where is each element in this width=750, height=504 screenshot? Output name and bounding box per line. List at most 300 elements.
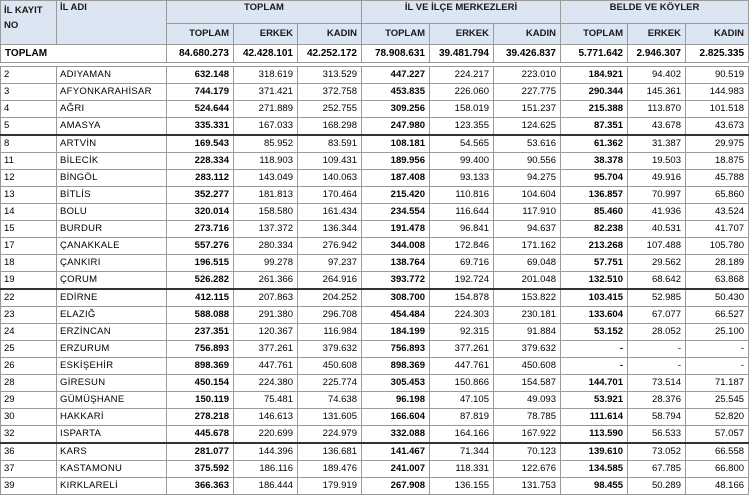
value-cell: - (686, 341, 749, 358)
value-cell: 136.857 (561, 187, 628, 204)
value-cell: 273.716 (167, 221, 234, 238)
value-cell: 557.276 (167, 238, 234, 255)
sub-header: ERKEK (628, 24, 686, 45)
il-adi: ADIYAMAN (57, 67, 167, 84)
il-adi: KASTAMONU (57, 461, 167, 478)
table-row (1, 392, 749, 409)
value-cell: 215.420 (362, 187, 430, 204)
value-cell: 164.166 (430, 426, 494, 444)
il-adi: ERZİNCAN (57, 324, 167, 341)
value-cell: 144.983 (686, 84, 749, 101)
value-cell: 139.610 (561, 443, 628, 461)
value-cell: 103.415 (561, 289, 628, 307)
total-cell: 78.908.631 (362, 45, 430, 63)
value-cell: 371.421 (234, 84, 298, 101)
total-cell: 5.771.642 (561, 45, 628, 63)
value-cell: 234.554 (362, 204, 430, 221)
value-cell: 73.514 (628, 375, 686, 392)
value-cell: 352.277 (167, 187, 234, 204)
il-kayit-no: 8 (1, 135, 57, 153)
value-cell: 117.910 (494, 204, 561, 221)
value-cell: 124.625 (494, 118, 561, 136)
value-cell: 82.238 (561, 221, 628, 238)
value-cell: 85.460 (561, 204, 628, 221)
il-kayit-no: 36 (1, 443, 57, 461)
table-row (1, 101, 749, 118)
table-row (1, 461, 749, 478)
total-cell: 42.428.101 (234, 45, 298, 63)
value-cell: 291.380 (234, 307, 298, 324)
group-header-toplam: TOPLAM (167, 1, 362, 24)
value-cell: 227.775 (494, 84, 561, 101)
table-row (1, 341, 749, 358)
value-cell: 144.396 (234, 443, 298, 461)
value-cell: 207.863 (234, 289, 298, 307)
value-cell: 43.524 (686, 204, 749, 221)
value-cell: 28.376 (628, 392, 686, 409)
table-row (1, 204, 749, 221)
value-cell: 99.278 (234, 255, 298, 272)
table-row (1, 324, 749, 341)
table-row (1, 375, 749, 392)
value-cell: 335.331 (167, 118, 234, 136)
il-kayit-no: 24 (1, 324, 57, 341)
il-adi: ESKİŞEHİR (57, 358, 167, 375)
value-cell: 28.052 (628, 324, 686, 341)
value-cell: 167.922 (494, 426, 561, 444)
value-cell: 224.979 (298, 426, 362, 444)
value-cell: 122.676 (494, 461, 561, 478)
total-cell: 39.426.837 (494, 45, 561, 63)
sub-header: KADIN (298, 24, 362, 45)
value-cell: 96.841 (430, 221, 494, 238)
table-row (1, 118, 749, 136)
value-cell: 43.678 (628, 118, 686, 136)
table-row (1, 289, 749, 307)
value-cell: 65.860 (686, 187, 749, 204)
il-adi: ÇANAKKALE (57, 238, 167, 255)
value-cell: 172.846 (430, 238, 494, 255)
il-kayit-no: 28 (1, 375, 57, 392)
value-cell: 143.049 (234, 170, 298, 187)
value-cell: 63.868 (686, 272, 749, 290)
value-cell: 52.985 (628, 289, 686, 307)
table-row (1, 187, 749, 204)
value-cell: 140.063 (298, 170, 362, 187)
value-cell: 184.921 (561, 67, 628, 84)
il-kayit-no: 18 (1, 255, 57, 272)
il-adi: BİNGÖL (57, 170, 167, 187)
value-cell: 756.893 (362, 341, 430, 358)
table-row (1, 238, 749, 255)
value-cell: 111.614 (561, 409, 628, 426)
value-cell: 184.199 (362, 324, 430, 341)
value-cell: 379.632 (298, 341, 362, 358)
value-cell: - (628, 358, 686, 375)
table-row (1, 443, 749, 461)
table-row (1, 426, 749, 444)
value-cell: 158.019 (430, 101, 494, 118)
value-cell: 134.585 (561, 461, 628, 478)
il-kayit-no: 3 (1, 84, 57, 101)
sub-header: ERKEK (234, 24, 298, 45)
value-cell: 290.344 (561, 84, 628, 101)
value-cell: 90.519 (686, 67, 749, 84)
value-cell: 632.148 (167, 67, 234, 84)
value-cell: 151.237 (494, 101, 561, 118)
value-cell: 318.619 (234, 67, 298, 84)
value-cell: 66.558 (686, 443, 749, 461)
value-cell: 137.372 (234, 221, 298, 238)
table-row (1, 170, 749, 187)
value-cell: 48.166 (686, 478, 749, 495)
value-cell: 186.116 (234, 461, 298, 478)
value-cell: 154.587 (494, 375, 561, 392)
table-row (1, 221, 749, 238)
group-header-merkez: İL VE İLÇE MERKEZLERİ (362, 1, 561, 24)
value-cell: 109.431 (298, 153, 362, 170)
value-cell: 588.088 (167, 307, 234, 324)
value-cell: 313.529 (298, 67, 362, 84)
value-cell: 70.997 (628, 187, 686, 204)
il-kayit-no: 32 (1, 426, 57, 444)
value-cell: 94.275 (494, 170, 561, 187)
il-kayit-no: 12 (1, 170, 57, 187)
value-cell: 146.613 (234, 409, 298, 426)
value-cell: 283.112 (167, 170, 234, 187)
value-cell: 19.503 (628, 153, 686, 170)
value-cell: 116.644 (430, 204, 494, 221)
il-kayit-no: 39 (1, 478, 57, 495)
value-cell: 224.303 (430, 307, 494, 324)
table-row (1, 67, 749, 84)
il-adi: ISPARTA (57, 426, 167, 444)
value-cell: 332.088 (362, 426, 430, 444)
il-adi: EDİRNE (57, 289, 167, 307)
value-cell: 50.430 (686, 289, 749, 307)
value-cell: 196.515 (167, 255, 234, 272)
value-cell: 118.331 (430, 461, 494, 478)
value-cell: 68.642 (628, 272, 686, 290)
value-cell: 49.916 (628, 170, 686, 187)
value-cell: 454.484 (362, 307, 430, 324)
value-cell: 66.800 (686, 461, 749, 478)
value-cell: 453.835 (362, 84, 430, 101)
group-header-belde: BELDE VE KÖYLER (561, 1, 749, 24)
il-kayit-no: 25 (1, 341, 57, 358)
il-adi: BOLU (57, 204, 167, 221)
value-cell: 133.604 (561, 307, 628, 324)
il-adi: BURDUR (57, 221, 167, 238)
value-cell: 53.616 (494, 135, 561, 153)
value-cell: 393.772 (362, 272, 430, 290)
value-cell: 94.402 (628, 67, 686, 84)
table-row (1, 135, 749, 153)
il-adi: HAKKARİ (57, 409, 167, 426)
value-cell: 276.942 (298, 238, 362, 255)
value-cell: 179.919 (298, 478, 362, 495)
value-cell: 308.700 (362, 289, 430, 307)
il-adi: GÜMÜŞHANE (57, 392, 167, 409)
value-cell: 375.592 (167, 461, 234, 478)
il-kayit-no: 13 (1, 187, 57, 204)
value-cell: 70.123 (494, 443, 561, 461)
il-adi: AĞRI (57, 101, 167, 118)
value-cell: 224.217 (430, 67, 494, 84)
value-cell: 73.052 (628, 443, 686, 461)
value-cell: 29.975 (686, 135, 749, 153)
value-cell: 40.531 (628, 221, 686, 238)
il-kayit-no: 4 (1, 101, 57, 118)
il-kayit-no: 5 (1, 118, 57, 136)
value-cell: 224.380 (234, 375, 298, 392)
total-cell: 2.946.307 (628, 45, 686, 63)
il-adi: BİTLİS (57, 187, 167, 204)
table-row (1, 358, 749, 375)
value-cell: 31.387 (628, 135, 686, 153)
value-cell: 141.467 (362, 443, 430, 461)
value-cell: 57.057 (686, 426, 749, 444)
value-cell: 201.048 (494, 272, 561, 290)
value-cell: 47.105 (430, 392, 494, 409)
value-cell: - (561, 358, 628, 375)
value-cell: 53.152 (561, 324, 628, 341)
value-cell: 264.916 (298, 272, 362, 290)
il-kayit-no: 37 (1, 461, 57, 478)
value-cell: 170.464 (298, 187, 362, 204)
value-cell: 108.181 (362, 135, 430, 153)
value-cell: 445.678 (167, 426, 234, 444)
value-cell: 83.591 (298, 135, 362, 153)
value-cell: 756.893 (167, 341, 234, 358)
table-row (1, 409, 749, 426)
value-cell: 45.788 (686, 170, 749, 187)
il-adi-header: İL ADI (57, 1, 167, 45)
il-adi: BİLECİK (57, 153, 167, 170)
table-row (1, 307, 749, 324)
value-cell: - (628, 341, 686, 358)
table-row (1, 153, 749, 170)
value-cell: 281.077 (167, 443, 234, 461)
value-cell: 450.608 (298, 358, 362, 375)
value-cell: 110.816 (430, 187, 494, 204)
value-cell: 66.527 (686, 307, 749, 324)
value-cell: 225.774 (298, 375, 362, 392)
value-cell: 192.724 (430, 272, 494, 290)
value-cell: 223.010 (494, 67, 561, 84)
value-cell: 215.388 (561, 101, 628, 118)
value-cell: 67.785 (628, 461, 686, 478)
value-cell: 377.261 (430, 341, 494, 358)
il-adi: ERZURUM (57, 341, 167, 358)
table-row (1, 84, 749, 101)
value-cell: 25.545 (686, 392, 749, 409)
value-cell: 145.361 (628, 84, 686, 101)
value-cell: 526.282 (167, 272, 234, 290)
value-cell: 69.716 (430, 255, 494, 272)
value-cell: 228.334 (167, 153, 234, 170)
il-adi: ELAZIĞ (57, 307, 167, 324)
value-cell: 41.707 (686, 221, 749, 238)
value-cell: 447.761 (234, 358, 298, 375)
value-cell: 25.100 (686, 324, 749, 341)
value-cell: 320.014 (167, 204, 234, 221)
value-cell: 95.704 (561, 170, 628, 187)
value-cell: 131.605 (298, 409, 362, 426)
value-cell: 74.638 (298, 392, 362, 409)
il-adi: ÇORUM (57, 272, 167, 290)
value-cell: 90.556 (494, 153, 561, 170)
value-cell: 93.133 (430, 170, 494, 187)
value-cell: 118.903 (234, 153, 298, 170)
il-kayit-no: 15 (1, 221, 57, 238)
value-cell: 377.261 (234, 341, 298, 358)
value-cell: 154.878 (430, 289, 494, 307)
total-cell: 39.481.794 (430, 45, 494, 63)
value-cell: 261.366 (234, 272, 298, 290)
value-cell: 38.378 (561, 153, 628, 170)
value-cell: 71.344 (430, 443, 494, 461)
value-cell: 181.813 (234, 187, 298, 204)
value-cell: 71.187 (686, 375, 749, 392)
value-cell: 450.608 (494, 358, 561, 375)
value-cell: 116.984 (298, 324, 362, 341)
value-cell: 58.794 (628, 409, 686, 426)
value-cell: 278.218 (167, 409, 234, 426)
value-cell: 41.936 (628, 204, 686, 221)
il-kayit-no: 22 (1, 289, 57, 307)
table-row (1, 478, 749, 495)
value-cell: 98.455 (561, 478, 628, 495)
value-cell: 226.060 (430, 84, 494, 101)
total-cell: 2.825.335 (686, 45, 749, 63)
value-cell: 296.708 (298, 307, 362, 324)
value-cell: 136.681 (298, 443, 362, 461)
value-cell: 28.189 (686, 255, 749, 272)
value-cell: 136.155 (430, 478, 494, 495)
value-cell: 132.510 (561, 272, 628, 290)
value-cell: 220.699 (234, 426, 298, 444)
value-cell: 168.298 (298, 118, 362, 136)
value-cell: 123.355 (430, 118, 494, 136)
value-cell: 305.453 (362, 375, 430, 392)
value-cell: 94.637 (494, 221, 561, 238)
value-cell: 524.644 (167, 101, 234, 118)
il-adi: ARTVİN (57, 135, 167, 153)
value-cell: 344.008 (362, 238, 430, 255)
value-cell: 101.518 (686, 101, 749, 118)
total-cell: 42.252.172 (298, 45, 362, 63)
il-kayit-no-header: İL KAYIT NO (1, 1, 57, 45)
value-cell: 167.033 (234, 118, 298, 136)
value-cell: 99.400 (430, 153, 494, 170)
table-row (1, 272, 749, 290)
value-cell: 50.289 (628, 478, 686, 495)
value-cell: 104.604 (494, 187, 561, 204)
value-cell: 447.227 (362, 67, 430, 84)
il-kayit-no: 11 (1, 153, 57, 170)
value-cell: 136.344 (298, 221, 362, 238)
value-cell: 372.758 (298, 84, 362, 101)
value-cell: 230.181 (494, 307, 561, 324)
value-cell: 213.268 (561, 238, 628, 255)
total-cell: 84.680.273 (167, 45, 234, 63)
value-cell: 166.604 (362, 409, 430, 426)
value-cell: 252.755 (298, 101, 362, 118)
il-kayit-no: 19 (1, 272, 57, 290)
value-cell: 85.952 (234, 135, 298, 153)
il-adi: KARS (57, 443, 167, 461)
value-cell: 241.007 (362, 461, 430, 478)
value-cell: 171.162 (494, 238, 561, 255)
sub-header: ERKEK (430, 24, 494, 45)
il-kayit-no: 17 (1, 238, 57, 255)
value-cell: 113.590 (561, 426, 628, 444)
value-cell: 49.093 (494, 392, 561, 409)
value-cell: 120.367 (234, 324, 298, 341)
value-cell: 187.408 (362, 170, 430, 187)
value-cell: 69.048 (494, 255, 561, 272)
value-cell: 379.632 (494, 341, 561, 358)
sub-header: KADIN (686, 24, 749, 45)
value-cell: 447.761 (430, 358, 494, 375)
value-cell: 189.956 (362, 153, 430, 170)
value-cell: 267.908 (362, 478, 430, 495)
il-adi: ÇANKIRI (57, 255, 167, 272)
il-adi: AFYONKARAHİSAR (57, 84, 167, 101)
il-kayit-no: 29 (1, 392, 57, 409)
il-adi: AMASYA (57, 118, 167, 136)
il-kayit-no: 30 (1, 409, 57, 426)
value-cell: 150.119 (167, 392, 234, 409)
total-row (1, 45, 749, 63)
value-cell: 150.866 (430, 375, 494, 392)
value-cell: 56.533 (628, 426, 686, 444)
value-cell: - (686, 358, 749, 375)
value-cell: 898.369 (167, 358, 234, 375)
value-cell: 161.434 (298, 204, 362, 221)
value-cell: 57.751 (561, 255, 628, 272)
value-cell: 204.252 (298, 289, 362, 307)
value-cell: 61.362 (561, 135, 628, 153)
il-kayit-no: 14 (1, 204, 57, 221)
value-cell: 54.565 (430, 135, 494, 153)
value-cell: - (561, 341, 628, 358)
value-cell: 29.562 (628, 255, 686, 272)
value-cell: 138.764 (362, 255, 430, 272)
value-cell: 53.921 (561, 392, 628, 409)
table-row (1, 255, 749, 272)
value-cell: 75.481 (234, 392, 298, 409)
sub-header: TOPLAM (167, 24, 234, 45)
value-cell: 87.819 (430, 409, 494, 426)
value-cell: 52.820 (686, 409, 749, 426)
value-cell: 113.870 (628, 101, 686, 118)
value-cell: 366.363 (167, 478, 234, 495)
value-cell: 43.673 (686, 118, 749, 136)
il-kayit-no: 26 (1, 358, 57, 375)
value-cell: 107.488 (628, 238, 686, 255)
value-cell: 898.369 (362, 358, 430, 375)
value-cell: 144.701 (561, 375, 628, 392)
value-cell: 186.444 (234, 478, 298, 495)
value-cell: 450.154 (167, 375, 234, 392)
value-cell: 237.351 (167, 324, 234, 341)
il-kayit-no: 2 (1, 67, 57, 84)
value-cell: 105.780 (686, 238, 749, 255)
value-cell: 412.115 (167, 289, 234, 307)
value-cell: 191.478 (362, 221, 430, 238)
